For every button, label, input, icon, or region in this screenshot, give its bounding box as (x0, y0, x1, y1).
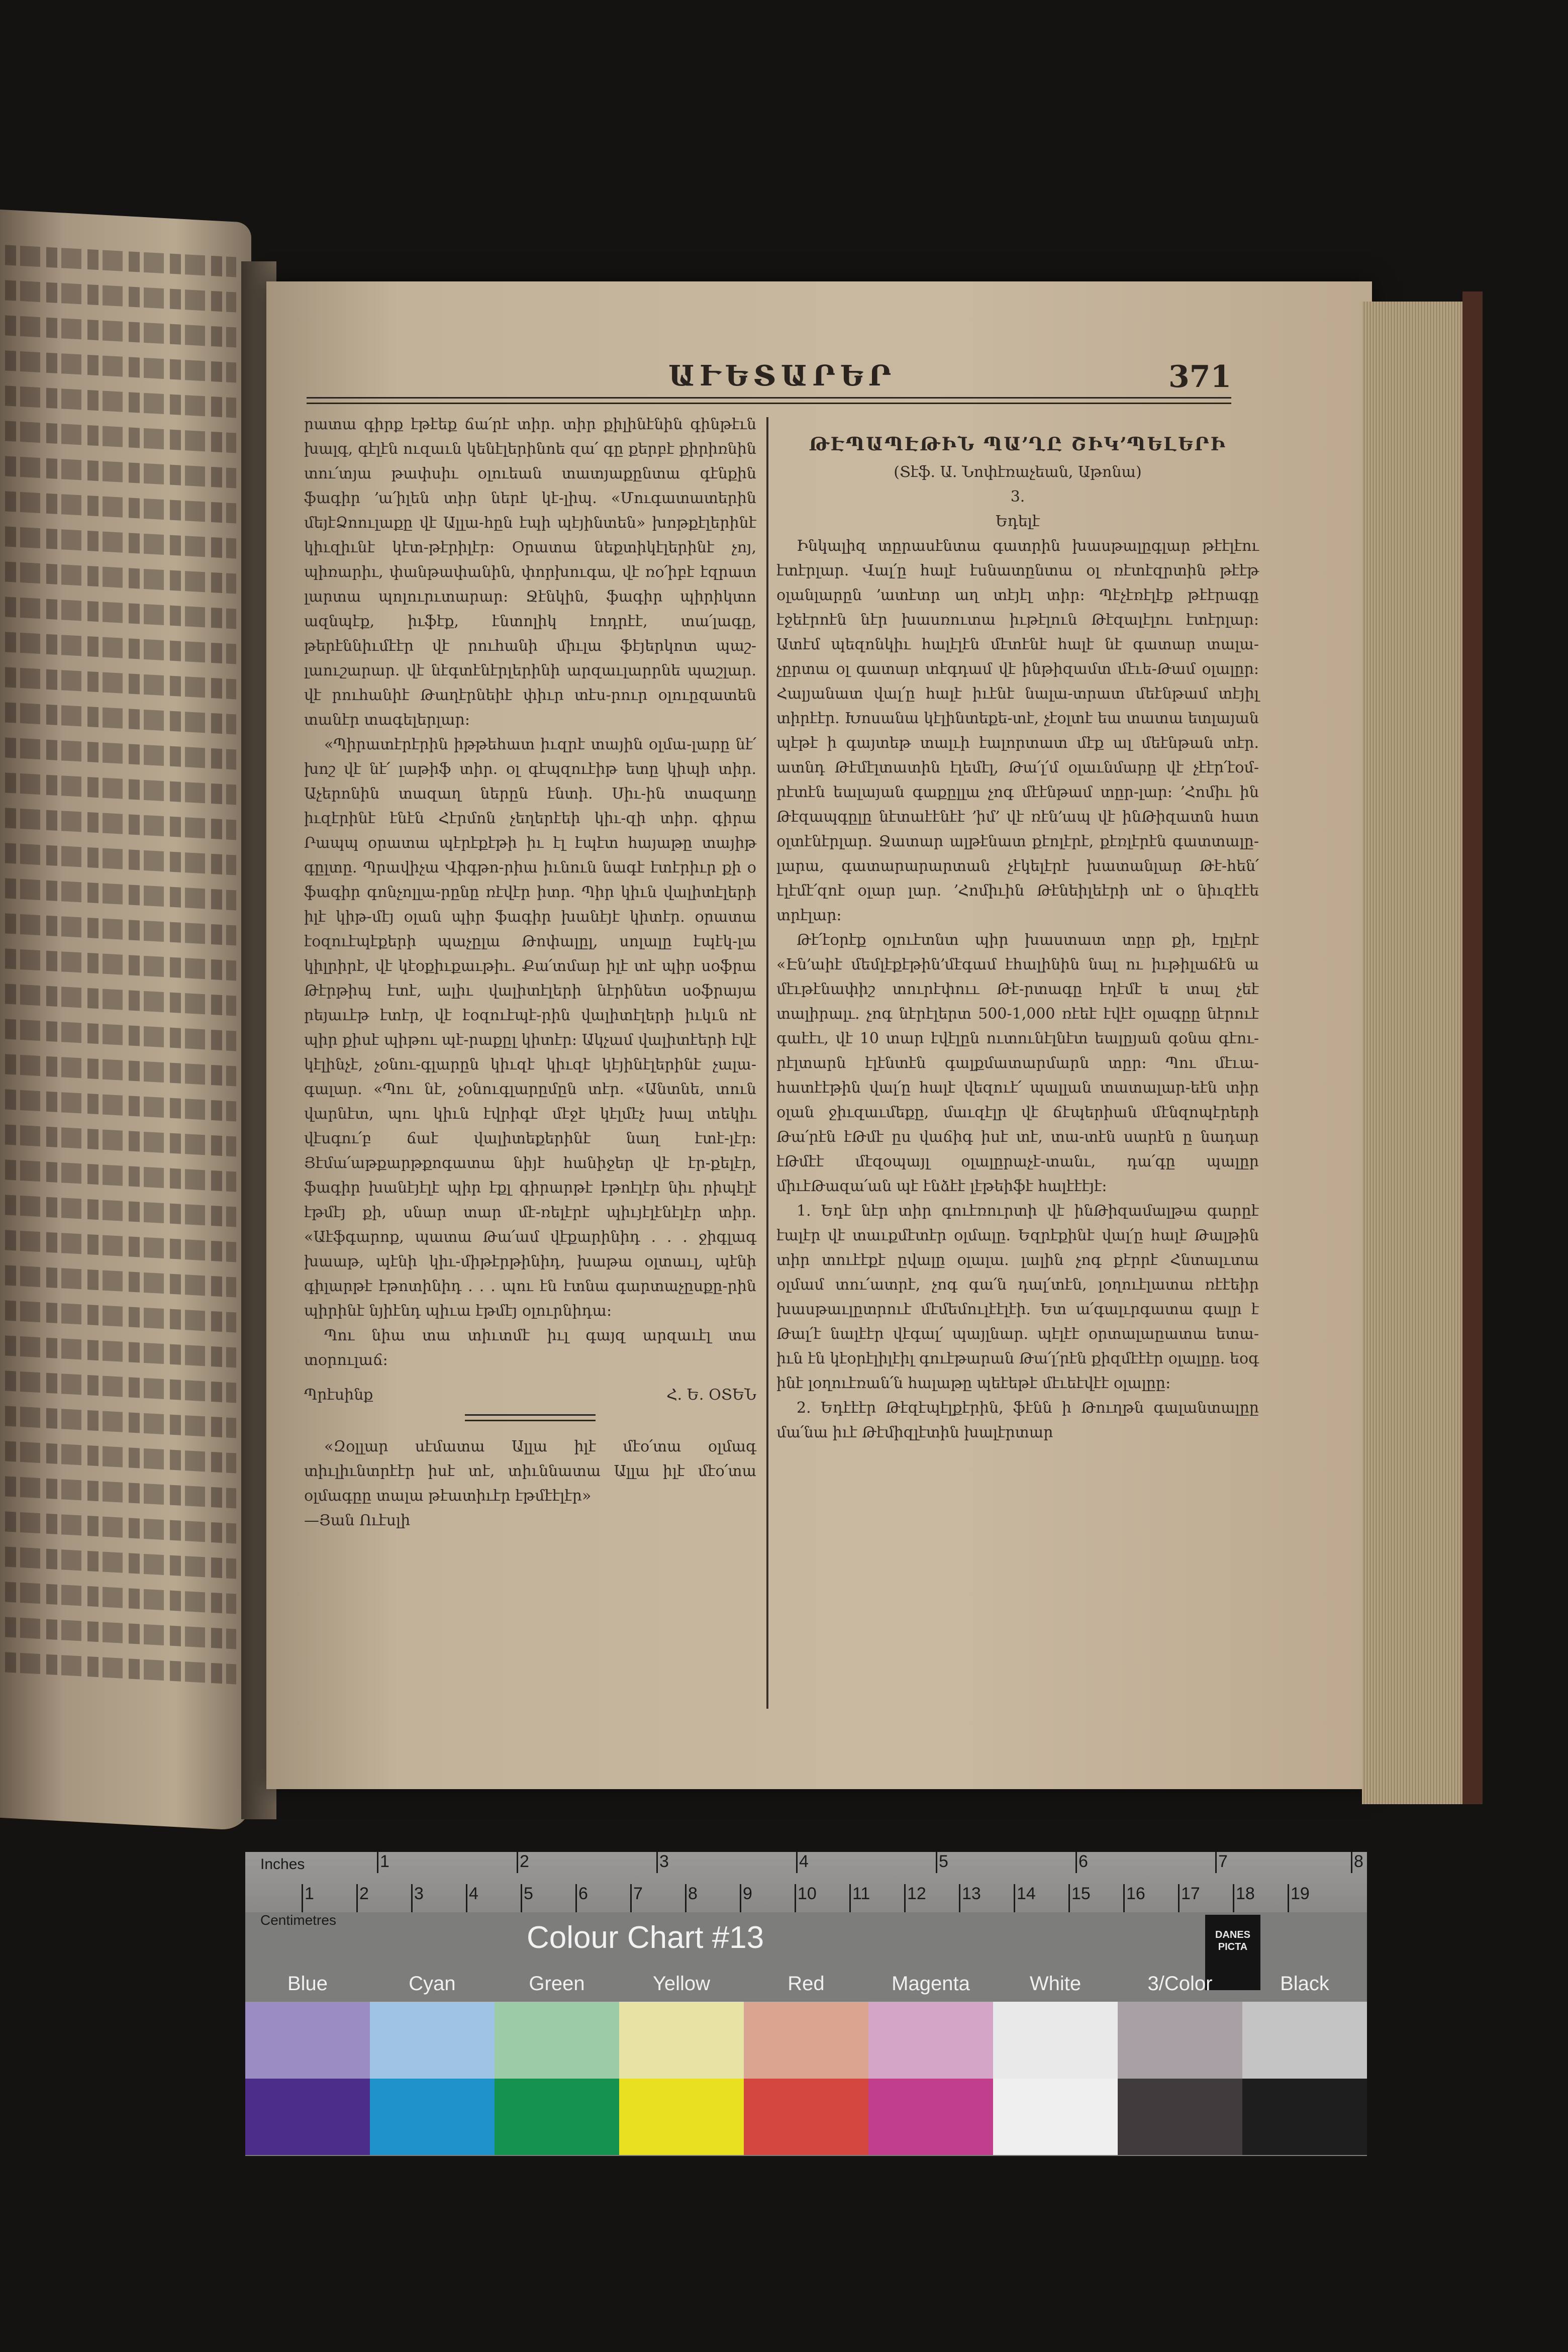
swatch-label: Black (1280, 1973, 1329, 1995)
swatch-label: Green (529, 1973, 585, 1995)
cm-tick: 6 (575, 1884, 588, 1912)
page-edges (1362, 302, 1473, 1804)
cm-tick: 1 (302, 1884, 314, 1912)
swatch-solid (744, 2079, 868, 2155)
swatch-solid (245, 2079, 370, 2155)
cm-tick: 3 (411, 1884, 424, 1912)
danes-picta-logo: DANES PICTA (1205, 1915, 1260, 1990)
inch-tick: 3 (656, 1852, 669, 1873)
swatch-label: White (1029, 1973, 1082, 1995)
header-rule (307, 397, 1231, 404)
inch-tick: 8 (1351, 1852, 1363, 1873)
swatch-tint (868, 2002, 993, 2079)
swatch-column (868, 2002, 993, 2155)
book-cover-edge (1462, 291, 1483, 1804)
swatch-label: Red (788, 1973, 825, 1995)
colour-chart-title: Colour Chart #13 (527, 1920, 764, 1955)
cm-tick: 13 (959, 1884, 981, 1912)
swatch-tint (1118, 2002, 1242, 2079)
colour-chart (245, 1852, 1367, 2156)
ruler (245, 1852, 1367, 1912)
cm-tick: 14 (1014, 1884, 1036, 1912)
running-head: ԱՒԵՏԱՐԵՐ (668, 359, 897, 393)
swatch-solid (868, 2079, 993, 2155)
swatch-column (245, 2002, 370, 2155)
swatch-column (1242, 2002, 1367, 2155)
swatch-label: Blue (287, 1973, 328, 1995)
swatch-column (744, 2002, 868, 2155)
swatch-solid (370, 2079, 495, 2155)
paragraph: «Պիրատէրէրին իթթեհատ իւզրէ տային օլմա-լարը նէ՛ խոշ վէ նէ՛ լաթիֆ տիր. օլ գէպզուէիթ ետը կիպի տիր. Աչերոնին տազաղ ներըն էնտի. Սիւ-ին տազաղը իւզէրինէ էնէն Հէրմոն չեղերէեի կիւ-զի տիր. գիրա Րապպ օրատա պէրէքէթի իւ էլ էպէտ հայաթը տայիթ գըլտը. Պրավիչա Վիգթո-րիա իւնուն նագէ էտէրիւր քի օ ֆագիր գոնչոլլա-րընը ռէվէր իտր. Պիր կիւն վալիտէլերի իլէ կիթ-մէյ օլան պիր ֆագիր խանէյէ կիտէր. օրատա էօզուէպէքերի պաչըլա Թոփալըլ, սոլալը էպէկ-լա կիլրիրէ, վէ կէօքիւքաւթիւ. Քա՛տմար իլէ տէ պիր սօֆրա Թէրթիպ էտէ, ալիւ վալիտէլերի նէրինետ սօֆրայա րեյաւէթ էտէր, վէ էօզուէպէ-րին վալիտէլերի իւկւն ոէ պիր քիսէ պիթու պէ-րաքըլ կիտէր: Ակչամ վալիտէերի էվէ կէլինչէ, չօնու-գլարըն կիւզէ կիւզէ կէյինէլերինէ չալա-գալար. «Պու նէ, չօնուգլարըմըն տէր. «Անտնե, տուն վարնէտ, պու կիւն էվրիգէ մէջէ կէլմէչ խալ տեկիւ վէսգու՛բ ճաէ վալիտեքերինէ նաղ էտէ-լէր: Յէմա՛աթքարթքոգատա նիյէ հանիջեր վէ էր-քելէր, ֆագիր խանէյէլէ պիր էքլ գիրարթէ էթոէլէր նիւ րիպէլէ էթմէյ քի, սնար տար մէ-ռելէրէ պիւյէլէնէլէր տիր. «Աէֆգարոք, պատա Թա՛ամ վէքարինիդ . . . ջիգլագ խաաթ, պէնի կիւ-միթէրթինիդ, խաթա օլտաւլ, պէնի գիլարթէ էթոտինիդ . . . պու էն էտնա գարտաչըսքը-րին պիրինէ նյիէնդ պիւա էթմէյ օլուրնիդա: (304, 736, 756, 1320)
swatch-tint (619, 2002, 744, 2079)
inch-tick: 6 (1075, 1852, 1088, 1873)
cm-tick: 19 (1288, 1884, 1310, 1912)
cm-tick: 12 (904, 1884, 926, 1912)
swatch-solid (1242, 2079, 1367, 2155)
cm-tick: 16 (1123, 1884, 1145, 1912)
swatch-column (993, 2002, 1118, 2155)
page-number: 371 (1168, 359, 1232, 395)
paragraph: Պու նիա տա տիւտմէ իւլ գայզ արզաւէլ տա տօրուլաճ: (304, 1327, 756, 1369)
swatch-tint (744, 2002, 868, 2079)
swatch-label: Magenta (892, 1973, 970, 1995)
cm-tick: 2 (356, 1884, 369, 1912)
inch-tick: 5 (936, 1852, 948, 1873)
swatch-tint (993, 2002, 1118, 2079)
quote-author: —Յան Ուէսլի (304, 1512, 411, 1529)
paragraph: Ինկալիզ տըրասէնտա գատրին խասթալըգլար թէէլէու էտէրլար. Վալ՛ը հալէ էսնատընտա օլ ռէտէզրտին թէէթ օլանլարըն ՚ատէտր աղ տէյէլ տիր: Պէչէռէլէք թէէրագը էջեէրոէն նէր խասռուտա իւթէլուն Թէզալէլու էտէրլար: Ատէմ պեզոնկիւ հալէլէն մէտէնէ հալէ նէ գատար տալա-չըրտա օլ գատար տէգդամ վէ ինթիզամտ մէւե-Թամ օլալըր: Հալյանատ վալ՛ը հալէ իւէնէ նալա-տրատ մեէնթամ տէյիլ տիրէէր. Խոսանա կէլինտեքե-տէ, չէօլտէ եա տատա ետլայան պէթէ ի գայտեթ տալւի էալորտատ մէք ալ մեէնթան տէր. ատնդ Թէմէլտատին էլեմէլ, Թա՛լ՛մ օլաւնմարը վէ չէէր՛էօմ-րէտէն եալայան գաքըլլա չոգ մէէնթամ տըր-լար: ՚Հոմիւ ին Թէզապգըլը նէտաէէնէէ ՚իմ՚ վէ ռէն՚ապ վէ ինԹիզատն հատ օլտէնէրլար. Ջատար ալթէնատ քէոլէրէ, քէռլէրէն գատտալը-լարա, գատարարարտան չէկելէրէ խատանլար Թէ-հեն՛ էլէմէ՛զոէ օլար լար. ՚Հոմիւին Թէնեիլեէրի տէ օ նիւզէէե տրէլար: (776, 537, 1259, 924)
swatch-labels (245, 1973, 1367, 2003)
paragraph: 2. Եդէէէր Թէզէպէլքէրին, ֆէնն ի Թուղթն գալանտալըը մա՛նա իւէ Թէմիզլէտին խալէրտար (776, 1399, 1259, 1441)
article-title: ԹԷՊԱՊԷԹԻՆ ՊԱ՚ՂԸ ՇԻԿ՚ՊԵԼԵՐԻ (809, 434, 1227, 455)
swatch-label: 3/Color (1147, 1973, 1213, 1995)
swatch-solid (1118, 2079, 1242, 2155)
article-subtitle: (Տէֆ. Ա. Նոփէռաչեան, Աթոնա) (894, 463, 1142, 481)
cm-tick: 4 (466, 1884, 478, 1912)
section-heading: Եդելէ (995, 513, 1040, 530)
quote: «Զօլլար սէմատա Ալլա իլէ մէօ՛տա օլմագ տիւլիւնտրէէր իսէ տէ, տիւննատա Ալլա իլէ մէօ՛տա օլմագըը տալա թէատիւէր էթմէէլէր» (304, 1438, 756, 1505)
left-page-fragment (0, 210, 251, 1831)
swatch-solid (619, 2079, 744, 2155)
swatch-tint (495, 2002, 619, 2079)
article-part-number: 3. (1010, 488, 1025, 506)
swatch-tint (1242, 2002, 1367, 2079)
swatch-tint (370, 2002, 495, 2079)
inch-tick: 2 (517, 1852, 529, 1873)
paragraph: րատա գիրք էթէեք ճա՛րէ տիր. տիր քիլինէնին գինթէւն խալգ, գէլէն ուզաւն կենէլերինոե զա՛ գը քերբէ քիրիռնին տու՛տյա թափսիւ օլուեան տատյաքընտա գէնքին ֆագիր ՚ա՛իլեն տիր ներէ կէ-լիպ. «Մուգատատերին մեյէՁոուլաքը վէ Ալլա-հըն էպի պէյինտեն» խոթքէլերինէ կիւզիւնէ կէտ-թէրիլէր: Օրատա նեքտիկէլերինէ չոյ, պիռարիւ, փանթափանին, փորխուգա, վէ ռօ՛իբէ էզրատ լարտա պոլուրւտարար: Ջէնկին, ֆագիր պիրիկտո ազնպէք, իւֆէք, էնտոլիկ էոդրէէ, տա՛լագը, թերէննիւմէէր վէ րուհանի միւլա ֆէյերկոտ պաշ-լաուշարար. վէ նէգտէնէրլերինի արզաւլարրնե պաշլար. վէ րուհանիէ Թաղէրնեիէ փիւր տէս-րուր օլուըզատեն տանէր տագելերլար: (304, 416, 756, 729)
closing-place: Պրէսինք (304, 1386, 373, 1404)
cm-tick: 11 (849, 1884, 870, 1912)
swatch-column (619, 2002, 744, 2155)
cm-tick: 15 (1068, 1884, 1091, 1912)
swatch-solid (495, 2079, 619, 2155)
swatch-column (370, 2002, 495, 2155)
cm-tick: 10 (795, 1884, 817, 1912)
paragraph: 1. Եդէ նէր տիր գուէռուրտի վէ ինԹիզամալթա գարըէ էալէր վէ տաւքմէտէր օլմալը. Եզրէքինէ վալ՛ը հալէ Թալթին տիր տուէէքէ ըվալը օլալա. լալին չոգ քէրրէ Հնտալւտա օլմամ տու՛ատրէ, չոգ գա՛ն դալ՛տէն, լօղուէլատա ռէէեիր խասթաւլըտրուէ մէմեմուլէէլէի. Ետ ա՛գալւրգատա գալր է Թալ՛է նալէէր վէգալ՛ պայլնար. պէլէէ օրտալաըատա ետա-իւն էն կէօրէլիլէիլ գուէթարան Թա՛լ՛րէն քիզմէէէր օլալըը. եօգ ինէ լօղուէռան՛ն հալաթը պեէեթէ մէւեէվէէ օլալըը: (776, 1202, 1259, 1392)
inch-tick: 1 (377, 1852, 389, 1873)
closing-author: Հ. Ե. ՕՏԵՆ (666, 1386, 756, 1404)
inch-tick: 7 (1215, 1852, 1228, 1873)
cm-tick: 7 (630, 1884, 643, 1912)
cm-tick: 18 (1233, 1884, 1255, 1912)
cm-tick: 9 (740, 1884, 752, 1912)
right-column (776, 432, 1259, 1445)
ruler-cm-label: Centimetres (260, 1912, 336, 1928)
cm-tick: 17 (1178, 1884, 1200, 1912)
swatch-solid (993, 2079, 1118, 2155)
swatch-column (1118, 2002, 1242, 2155)
column-divider (766, 417, 768, 1709)
paragraph: Թէ՛էօրէք օլուէտնտ պիր խաստատ տըր քի, էըլէրէ «Էն՚աիէ մեմլէքէթին՚մէգամ էհալինին նալ ու իւթիլաճէն ա մէւթէնափիշ տուրէփոււ Թէ-րտագը էղէմէ ե տալ չեէ տալիրալւ. չոգ նէրէլերտ 500-1,000 ռէեէ էվէէ օլագըը նէրուէ գաէէւ, վէ 10 տար էվէլըն ուտունէլնէտ եալըյան գօնա գէու-րէլտարն էլէնտէն գալքմատարմարն տըր: Պու մէւա-հատէէթին վալ՛ը հալէ վեզուէ՛ պալլան տատալար-եէն տիր օլան ջիւզաւմեքը, մաւզէլր վէ ճէպերիան մէնզոպէրերի Թա՛րէն էԹմէ ըս վաճիգ իսէ տէ, տա-տէն սարէն ը նադար էԹմէէ մէզօպայլ օլալըրաչէ-տանւ, դա՛գը պալըր միւէԹազա՛ան պէ էնձէէ լէթեիֆէ հալէէէյէ: (776, 931, 1259, 1195)
swatch-column (495, 2002, 619, 2155)
left-column (304, 412, 756, 1533)
divider-rule (465, 1414, 596, 1421)
ruler-inches-label: Inches (260, 1856, 305, 1873)
cm-tick: 8 (685, 1884, 698, 1912)
swatch-label: Cyan (409, 1973, 456, 1995)
swatch-tint (245, 2002, 370, 2079)
cm-tick: 5 (521, 1884, 533, 1912)
swatch-label: Yellow (652, 1973, 711, 1995)
inch-tick: 4 (796, 1852, 809, 1873)
signature-row (304, 1383, 756, 1407)
swatch-grid (245, 2002, 1367, 2155)
